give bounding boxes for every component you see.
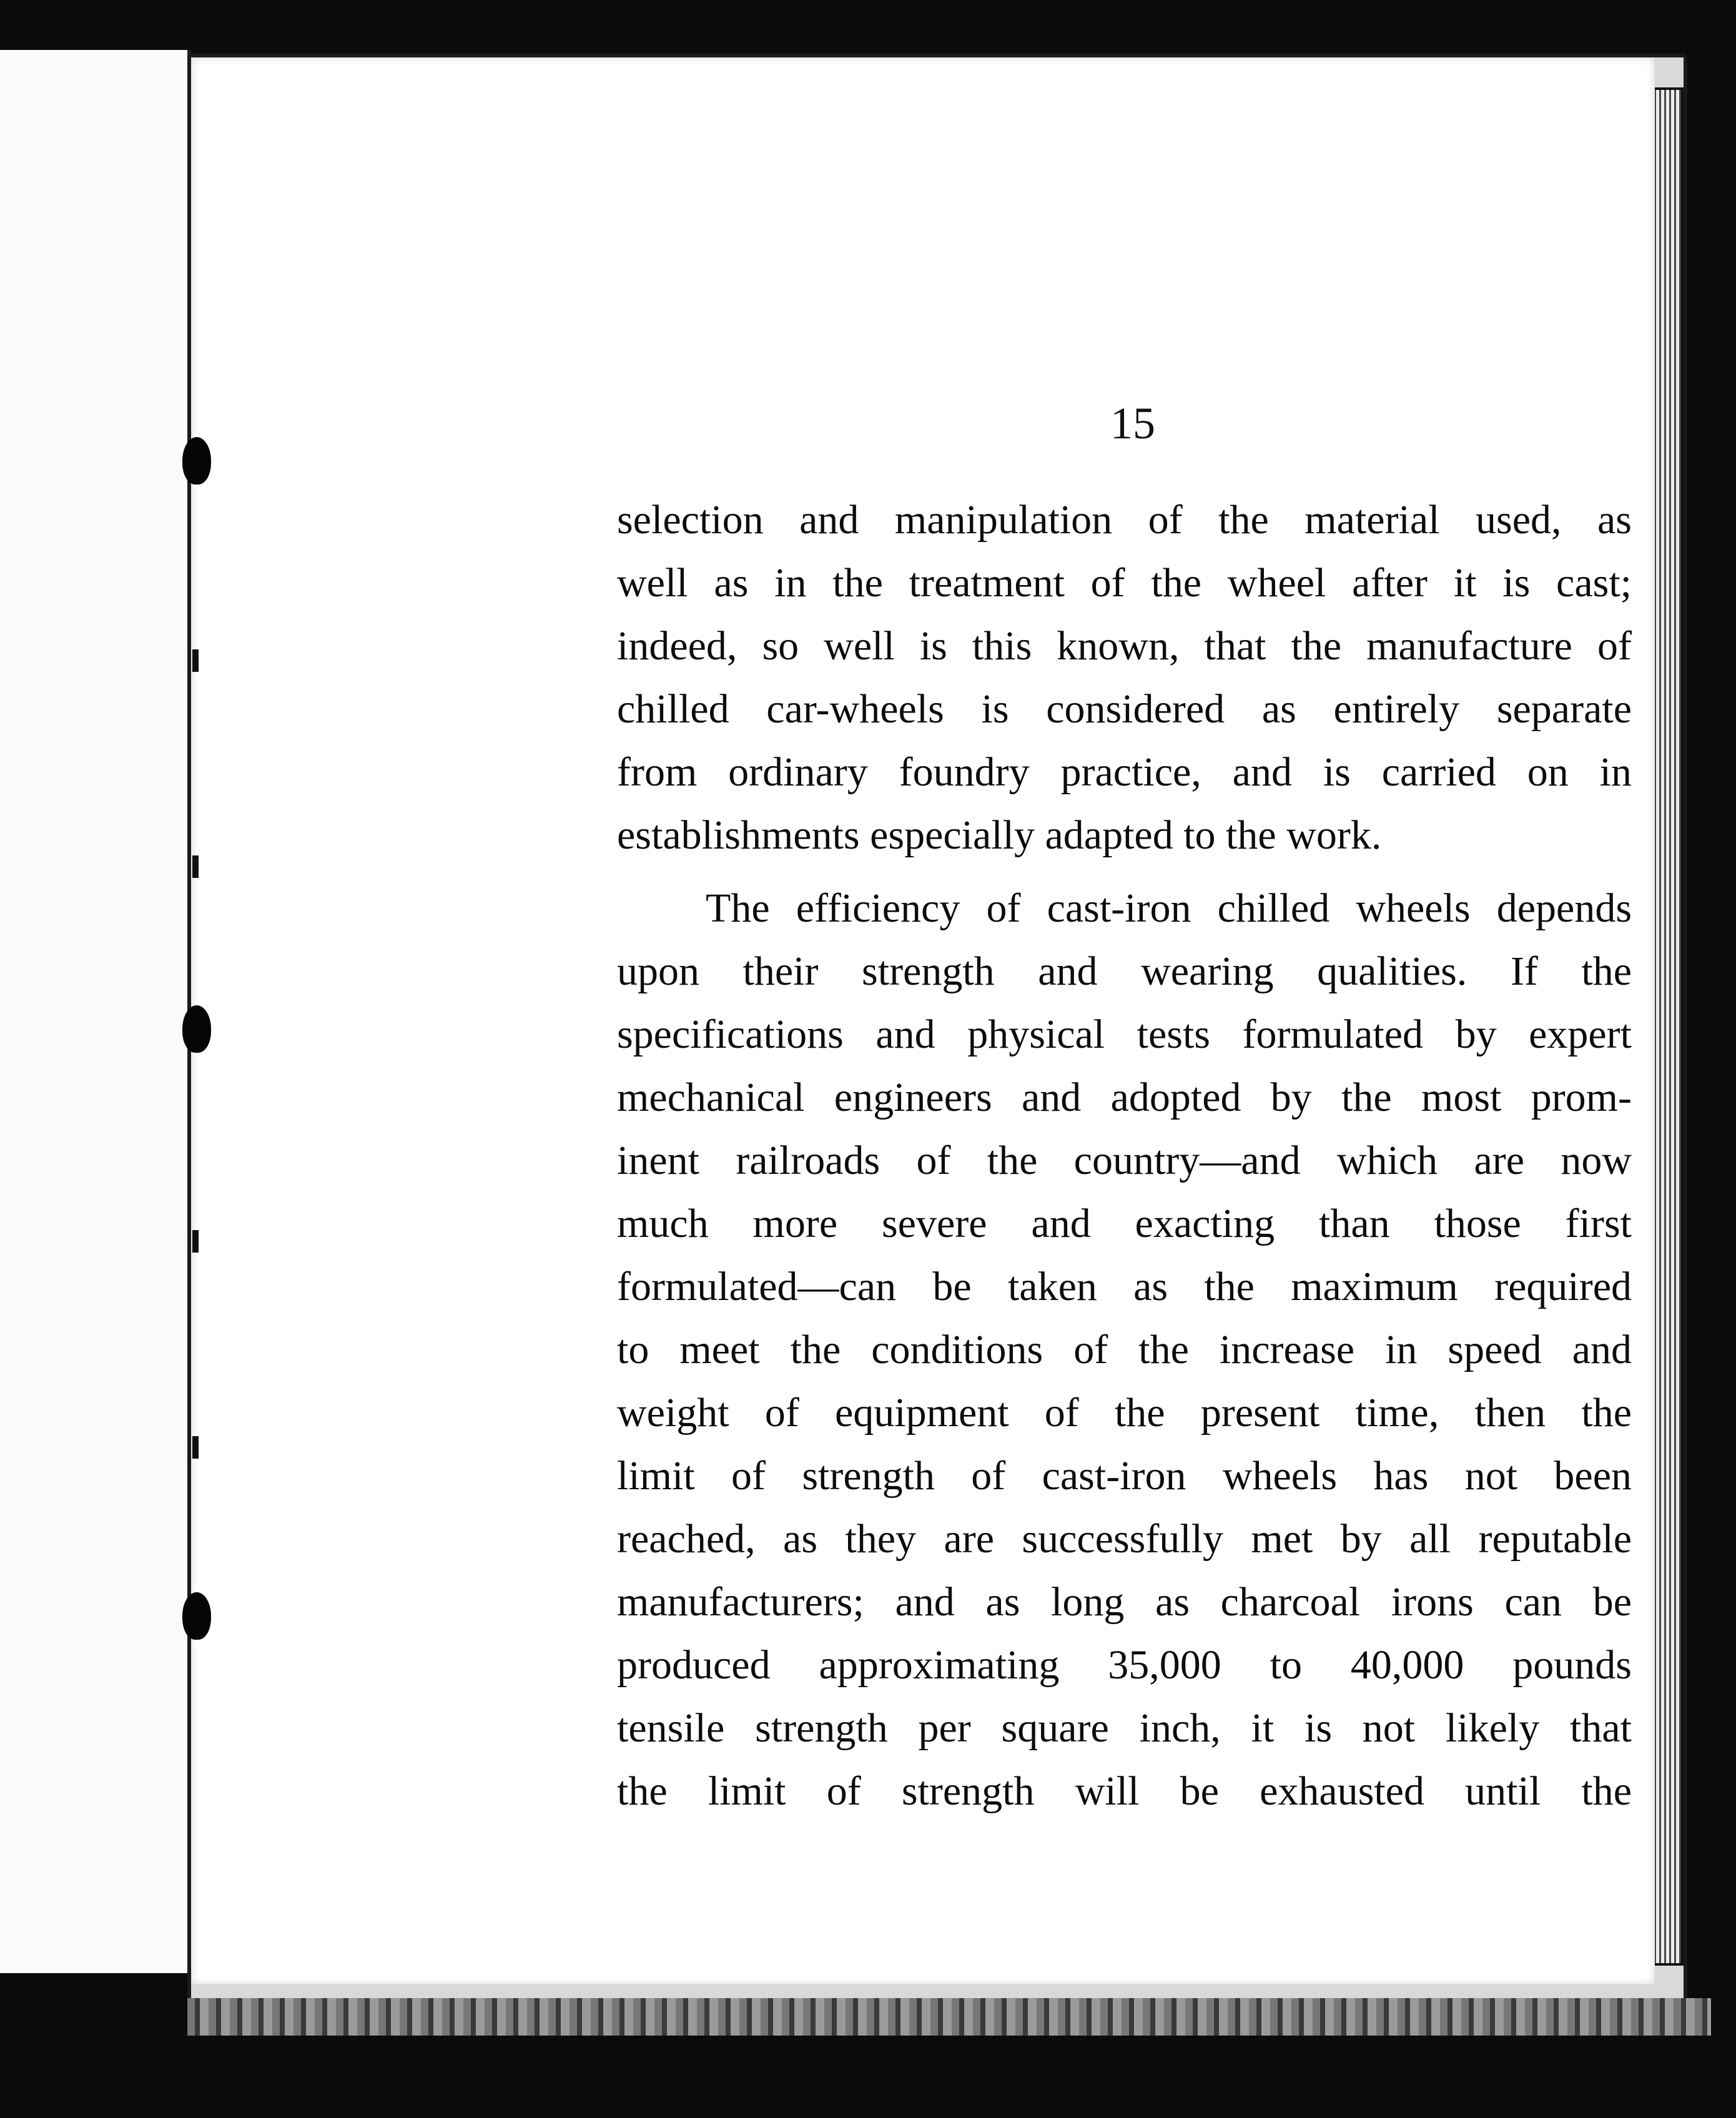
- text-line: reached, as they are successfully met by all reputable: [617, 1516, 1632, 1562]
- text-line: indeed, so well is this known, that the manufacture of: [617, 623, 1632, 669]
- text-line: much more severe and exacting than those first: [617, 1201, 1632, 1246]
- text-line: manufacturers; and as long as charcoal irons can be: [617, 1579, 1632, 1625]
- text-line: limit of strength of cast-iron wheels has not been: [617, 1453, 1632, 1499]
- text-line: inent railroads of the country—and which are now: [617, 1138, 1632, 1183]
- text-line: well as in the treatment of the wheel after it is cast;: [617, 560, 1632, 606]
- paragraph-2: [617, 877, 1632, 1823]
- text-line: to meet the conditions of the increase in speed and: [617, 1327, 1632, 1372]
- book-page: [191, 57, 1655, 1984]
- text-line: the limit of strength will be exhausted until the: [617, 1768, 1632, 1814]
- binding-stitch: [192, 855, 199, 878]
- text-line: chilled car-wheels is considered as entirely separate: [617, 686, 1632, 732]
- text-line: The efficiency of cast-iron chilled wheels depends: [706, 885, 1632, 931]
- text-line: establishments especially adapted to the work.: [617, 812, 1382, 858]
- text-line: from ordinary foundry practice, and is carried on in: [617, 749, 1632, 795]
- text-line: weight of equipment of the present time, then the: [617, 1390, 1632, 1436]
- binding-hole: [182, 1005, 211, 1053]
- binding-stitch: [192, 1436, 199, 1459]
- text-line: formulated—can be taken as the maximum required: [617, 1264, 1632, 1309]
- binding-hole: [182, 437, 211, 485]
- text-line: selection and manipulation of the material used, as: [617, 497, 1632, 543]
- text-line: tensile strength per square inch, it is not likely that: [617, 1705, 1632, 1751]
- page-body-text: [617, 488, 1632, 1823]
- text-line: produced approximating 35,000 to 40,000 pounds: [617, 1642, 1632, 1688]
- page-bottom-edge: [187, 1998, 1711, 2036]
- text-line: upon their strength and wearing qualities. If the: [617, 948, 1632, 994]
- binding-hole: [182, 1592, 211, 1640]
- text-line: mechanical engineers and adopted by the most prom-: [617, 1075, 1632, 1120]
- page-number: 15: [1110, 398, 1155, 448]
- left-page-fragment: [0, 50, 191, 1973]
- binding-stitch: [192, 649, 199, 672]
- text-line: specifications and physical tests formulated by expert: [617, 1012, 1632, 1057]
- binding-stitch: [192, 1230, 199, 1253]
- paragraph-1: [617, 488, 1632, 867]
